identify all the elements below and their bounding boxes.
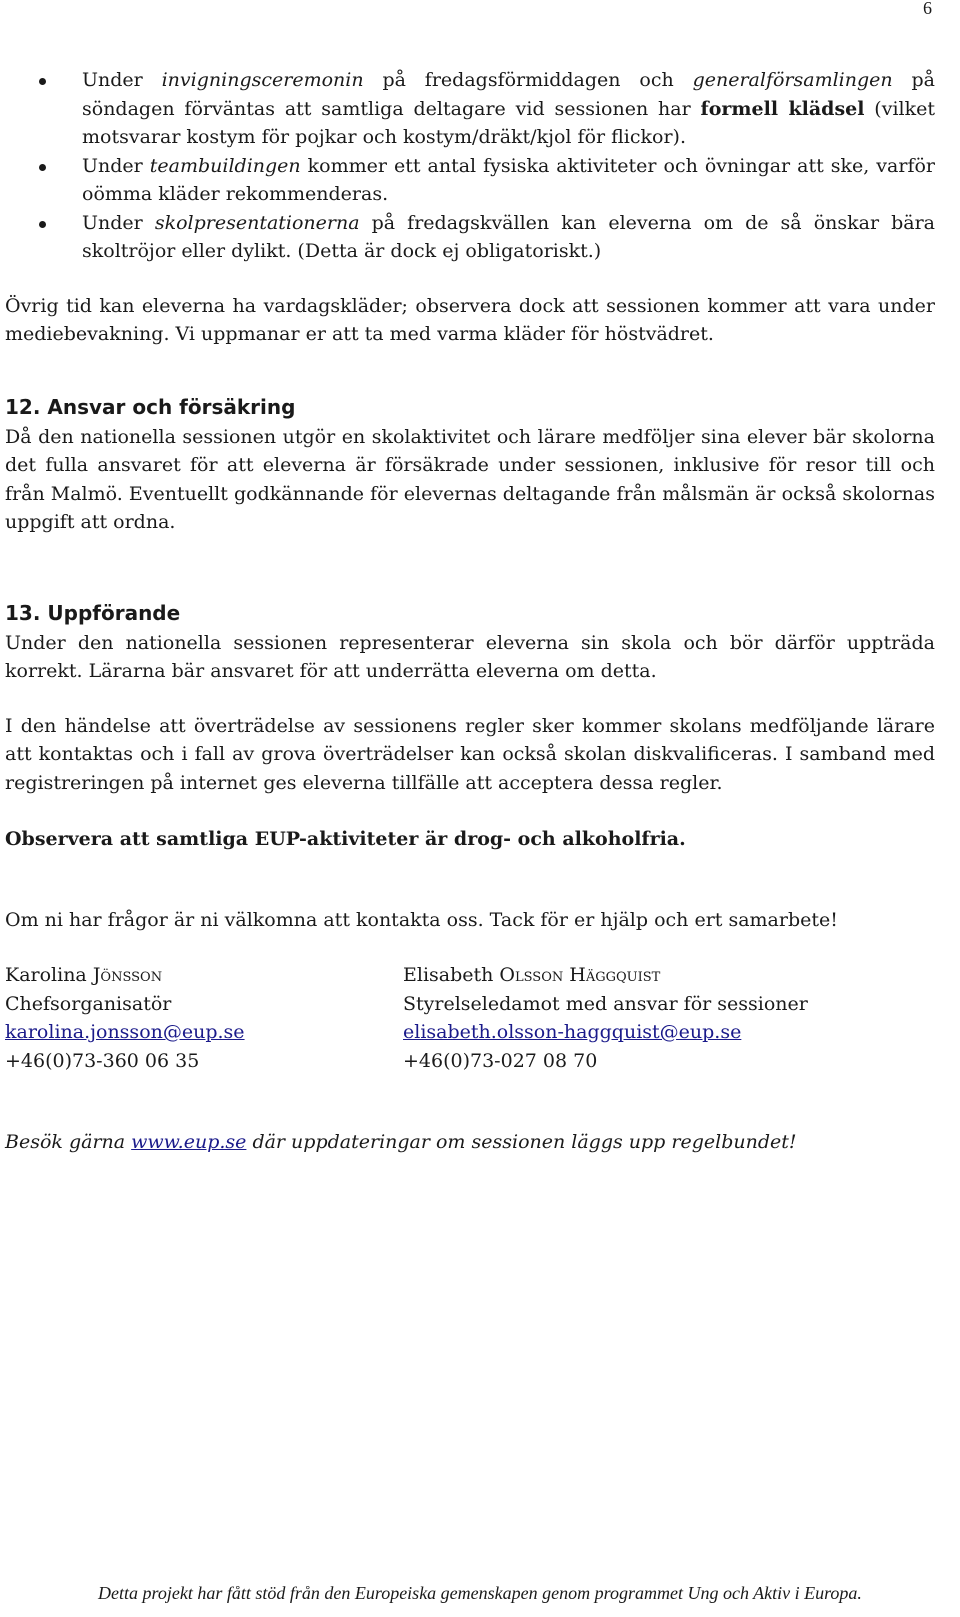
text: på söndagen förväntas att samtliga deltagare vid sessionen har [82,69,936,120]
contact-phone: +46(0)73-360 06 35 [5,1049,200,1072]
text: på fredagsförmiddagen och [363,69,693,91]
contact-role: Styrelseledamot med ansvar för sessioner [403,992,808,1015]
section-heading-12: 12. Ansvar och försäkring [5,394,296,419]
contact-card [5,961,403,1075]
text: där uppdateringar om sessionen läggs upp regelbundet! [246,1131,797,1153]
last-name: Olsson Häggquist [499,964,661,986]
contact-name [5,961,403,990]
first-name: Karolina [5,964,93,986]
text: på fredagskvällen kan eleverna om de så önskar bära skoltröjor eller dylikt. (Detta är dock ej obligatoriskt.) [82,211,936,262]
contact-block [5,961,935,1075]
contact-name [403,961,923,990]
text: kommer ett antal fysiska aktiviteter och övningar att ske, varför oömma kläder rekommenderas. [82,154,936,205]
emphasis: generalförsamlingen [692,69,893,91]
email-link[interactable]: karolina.jonsson@eup.se [5,1021,245,1043]
questions-text: Om ni har frågor är ni välkomna att kontakta oss. Tack för er hjälp och ert samarbete! [5,908,838,931]
emphasis: skolpresentationerna [154,211,360,234]
visit-website-text [5,1128,935,1157]
drug-free-notice: Observera att samtliga EUP-aktiviteter är drog- och alkoholfria. [5,828,686,850]
list-item [5,209,935,266]
section-13-text-2: I den händelse att överträdelse av sessionens regler sker kommer skolans medföljande lärare att kontaktas och i fall av grova överträdelser kan också skolan diskvalificeras. I samband med registreringen på internet ges eleverna tillfälle att acceptera dessa regler. [5,714,935,794]
list-item [5,152,935,209]
text: Besök gärna [5,1131,132,1153]
website-link[interactable]: www.eup.se [131,1131,247,1153]
text: Under [82,154,150,177]
text: (vilket motsvarar kostym för pojkar och kostym/dräkt/kjol för flickor). [82,97,935,148]
first-name: Elisabeth [403,964,500,986]
contact-role: Chefsorganisatör [5,992,172,1015]
text: Under [82,211,155,234]
contact-phone: +46(0)73-027 08 70 [403,1049,598,1072]
clothing-note: Övrig tid kan eleverna ha vardagskläder; observera dock att sessionen kommer att vara under mediebevakning. Vi uppmanar er att ta med varma kläder för höstvädret. [5,294,935,345]
contact-card [403,961,923,1075]
dress-code-list [5,66,935,266]
section-13-text-1: Under den nationella sessionen representerar eleverna sin skola och bör därför uppträda korrekt. Lärarna bär ansvaret för att underrätta eleverna om detta. [5,631,935,682]
emphasis: invigningsceremonin [161,69,364,91]
document-body [5,66,935,1157]
strong-text: formell klädsel [700,97,865,120]
footer-funding-note: Detta projekt har fått stöd från den Europeiska gemenskapen genom programmet Ung och Aktiv i Europa. [98,1583,862,1603]
last-name: Jönsson [92,964,163,986]
emphasis: teambuildingen [149,154,301,177]
text: Under [82,69,162,91]
list-item [5,66,935,152]
section-12-text: Då den nationella sessionen utgör en skolaktivitet och lärare medföljer sina elever bär skolorna det fulla ansvaret för att eleverna är försäkrade under sessionen, inklusive för resor till och från Malmö. Eventuellt godkännande för elevernas deltagande från målsmän är också skolornas uppgift att ordna. [5,425,935,533]
page-number: 6 [923,0,932,18]
email-link[interactable]: elisabeth.olsson-haggquist@eup.se [403,1021,742,1043]
section-heading-13: 13. Uppförande [5,600,181,625]
